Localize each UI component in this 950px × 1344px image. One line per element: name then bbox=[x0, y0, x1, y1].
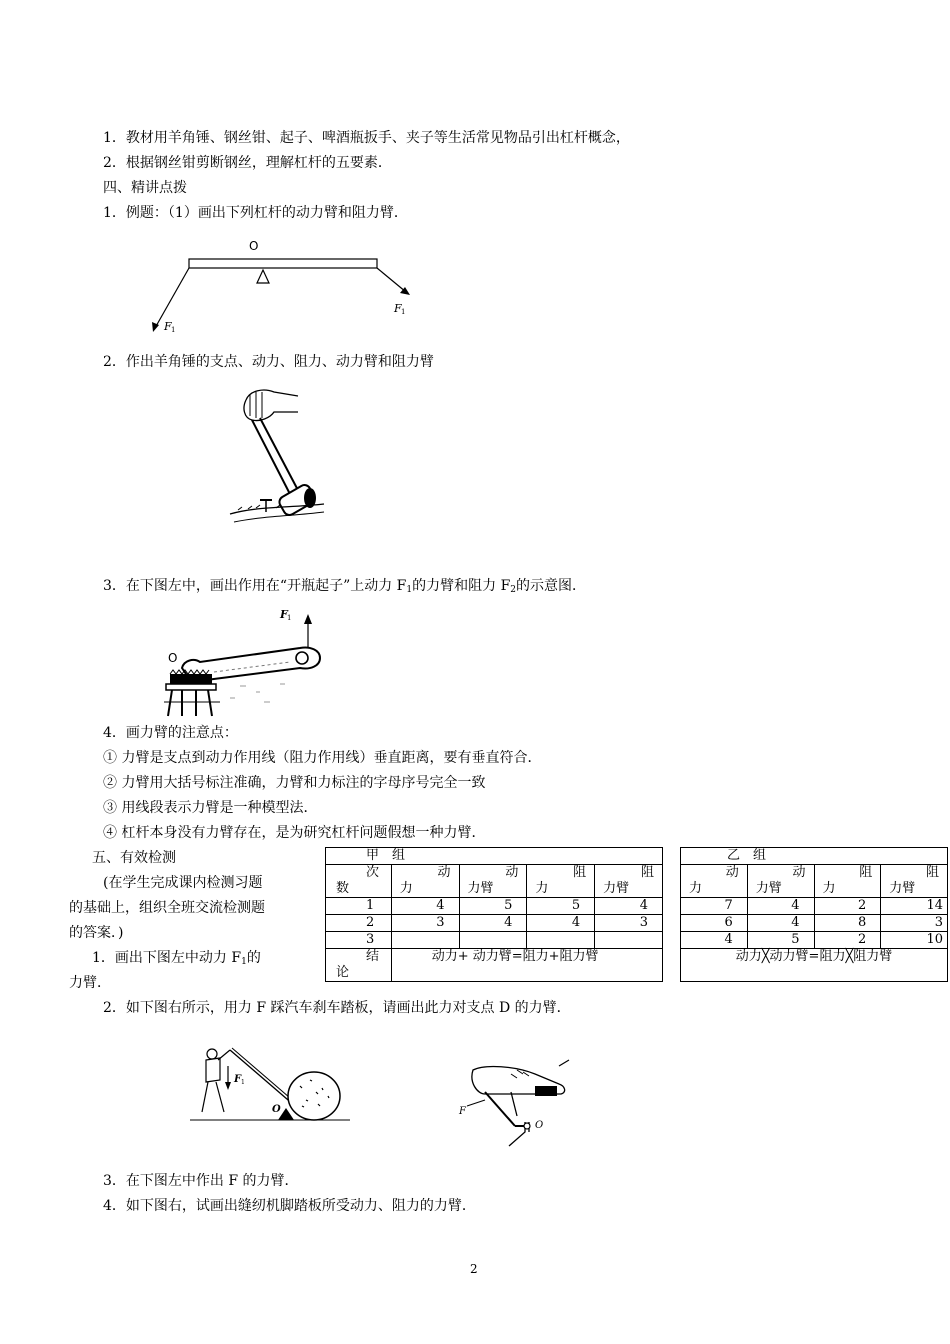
section-heading-4: 四、精讲点拨 bbox=[103, 180, 187, 196]
cell: 5 bbox=[459, 898, 527, 915]
fulcrum-label: O bbox=[249, 239, 259, 253]
check-1 bbox=[92, 948, 261, 972]
cell bbox=[391, 932, 459, 949]
header-b1-bot: 力 bbox=[689, 881, 703, 896]
group-a-title: 甲 组 bbox=[326, 848, 663, 865]
example-3 bbox=[103, 576, 586, 600]
fulcrum-label: O bbox=[535, 1120, 544, 1131]
force-label-right-sub: 1 bbox=[401, 308, 406, 316]
cell: 4 bbox=[459, 915, 527, 932]
claw-hammer-figure bbox=[228, 382, 328, 530]
example-3-part-a: 3．在下图左中，画出作用在“开瓶起子”上动力 F bbox=[103, 578, 407, 594]
check-1-part-b: 的 bbox=[246, 950, 261, 966]
header-a4-bot: 力臂 bbox=[603, 881, 630, 896]
cell: 10 bbox=[881, 932, 948, 949]
text-line-1: 1．教材用羊角锤、钢丝钳、起子、啤酒瓶扳手、夹子等生活常见物品引出杠杆概念， bbox=[103, 130, 630, 146]
cell: 6 bbox=[681, 915, 748, 932]
header-b4-top: 阻 bbox=[925, 865, 939, 880]
cell: 3 bbox=[391, 915, 459, 932]
header-a1-bot: 力 bbox=[399, 881, 413, 896]
header-b3-top: 阻 bbox=[859, 865, 873, 880]
example-2: 2．作出羊角锤的支点、动力、阻力、动力臂和阻力臂 bbox=[103, 354, 434, 370]
table-row bbox=[681, 932, 948, 949]
conclusion-b: 动力╳动力臂=阻力╳阻力臂 bbox=[681, 949, 948, 982]
header-b2-bot: 力臂 bbox=[755, 881, 782, 896]
table-group-a bbox=[325, 847, 663, 982]
cell: 4 bbox=[747, 915, 814, 932]
table-row bbox=[681, 915, 948, 932]
header-ci-top: 次 bbox=[366, 865, 380, 880]
fulcrum-label: O bbox=[272, 1104, 281, 1115]
cell: 1 bbox=[326, 898, 392, 915]
note-3: ③ 用线段表示力臂是一种模型法． bbox=[103, 800, 318, 816]
force-label: F bbox=[280, 608, 288, 621]
cell bbox=[527, 932, 595, 949]
cell: 3 bbox=[595, 915, 663, 932]
conclusion-label-bot: 论 bbox=[336, 965, 350, 980]
cell: 4 bbox=[527, 915, 595, 932]
cell: 3 bbox=[881, 915, 948, 932]
example-3-part-b: 的力臂和阻力 F bbox=[412, 578, 511, 594]
cell: 4 bbox=[391, 898, 459, 915]
conclusion-label-top: 结 bbox=[366, 949, 380, 964]
cell: 8 bbox=[814, 915, 881, 932]
note-2: ② 力臂用大括号标注准确，力臂和力标注的字母序号完全一致 bbox=[103, 775, 486, 791]
bottle-opener-figure bbox=[160, 602, 335, 718]
header-a4-top: 阻 bbox=[640, 865, 654, 880]
check-3: 3．在下图左中作出 F 的力臂． bbox=[103, 1173, 299, 1189]
check-4: 4．如下图右，试画出缝纫机脚踏板所受动力、阻力的力臂． bbox=[103, 1198, 476, 1214]
force-label-left: F bbox=[164, 320, 172, 333]
force-label-sub: 1 bbox=[287, 614, 292, 622]
para-line-1: (在学生完成课内检测习题 bbox=[103, 875, 263, 891]
force-label-sub: 1 bbox=[241, 1079, 245, 1086]
force-label-left-sub: 1 bbox=[171, 326, 176, 334]
cell: 7 bbox=[681, 898, 748, 915]
force-label: F bbox=[234, 1074, 242, 1085]
para-line-3: 的答案．) bbox=[69, 925, 124, 941]
cell: 2 bbox=[814, 932, 881, 949]
header-b4-bot: 力臂 bbox=[889, 881, 916, 896]
cell: 2 bbox=[326, 915, 392, 932]
cell: 5 bbox=[747, 932, 814, 949]
brake-pedal-figure bbox=[455, 1056, 575, 1151]
header-b2-top: 动 bbox=[792, 865, 806, 880]
header-a3-top: 阻 bbox=[573, 865, 587, 880]
check-1-part-a: 1．画出下图左中动力 F bbox=[92, 950, 242, 966]
force-label-right: F bbox=[394, 302, 402, 315]
header-b1-top: 动 bbox=[725, 865, 739, 880]
example-3-part-c: 的示意图． bbox=[516, 578, 587, 594]
header-b3-bot: 力 bbox=[822, 881, 836, 896]
fulcrum-label: O bbox=[168, 651, 178, 665]
lever-stone-figure bbox=[190, 1046, 350, 1126]
text-line-2: 2．根据钢丝钳剪断钢丝，理解杠杆的五要素． bbox=[103, 155, 392, 171]
header-a2-bot: 力臂 bbox=[467, 881, 494, 896]
table-row bbox=[326, 915, 663, 932]
check-1-cont: 力臂． bbox=[69, 975, 111, 991]
cell bbox=[459, 932, 527, 949]
header-ci-bot: 数 bbox=[336, 881, 350, 896]
group-b-title: 乙 组 bbox=[681, 848, 948, 865]
cell: 14 bbox=[881, 898, 948, 915]
table-row bbox=[681, 898, 948, 915]
header-a3-bot: 力 bbox=[535, 881, 549, 896]
section-heading-5: 五、有效检测 bbox=[92, 850, 176, 866]
conclusion-a: 动力+ 动力臂=阻力+阻力臂 bbox=[391, 949, 662, 982]
check-1-sub: 1 bbox=[241, 957, 247, 967]
force-label: F bbox=[459, 1106, 466, 1117]
header-a1-top: 动 bbox=[437, 865, 451, 880]
example-3-sub-2: 2 bbox=[510, 585, 517, 595]
cell: 3 bbox=[326, 932, 392, 949]
note-4: ④ 杠杆本身没有力臂存在，是为研究杠杆问题假想一种力臂． bbox=[103, 825, 486, 841]
note-1: ① 力臂是支点到动力作用线（阻力作用线）垂直距离，要有垂直符合． bbox=[103, 750, 542, 766]
cell bbox=[595, 932, 663, 949]
notes-heading: 4．画力臂的注意点： bbox=[103, 725, 238, 741]
cell: 4 bbox=[747, 898, 814, 915]
para-line-2: 的基础上，组织全班交流检测题 bbox=[69, 900, 265, 916]
example-3-sub-1: 1 bbox=[406, 585, 413, 595]
lever-figure bbox=[140, 232, 420, 338]
example-1: 1．例题：（1）画出下列杠杆的动力臂和阻力臂． bbox=[103, 205, 408, 221]
cell: 4 bbox=[595, 898, 663, 915]
page-number: 2 bbox=[470, 1262, 478, 1276]
cell: 2 bbox=[814, 898, 881, 915]
check-2: 2．如下图右所示，用力 F 踩汽车刹车踏板，请画出此力对支点 D 的力臂． bbox=[103, 1000, 571, 1016]
header-a2-top: 动 bbox=[505, 865, 519, 880]
table-row bbox=[326, 898, 663, 915]
cell: 4 bbox=[681, 932, 748, 949]
table-group-b bbox=[680, 847, 948, 982]
table-row bbox=[326, 932, 663, 949]
cell: 5 bbox=[527, 898, 595, 915]
